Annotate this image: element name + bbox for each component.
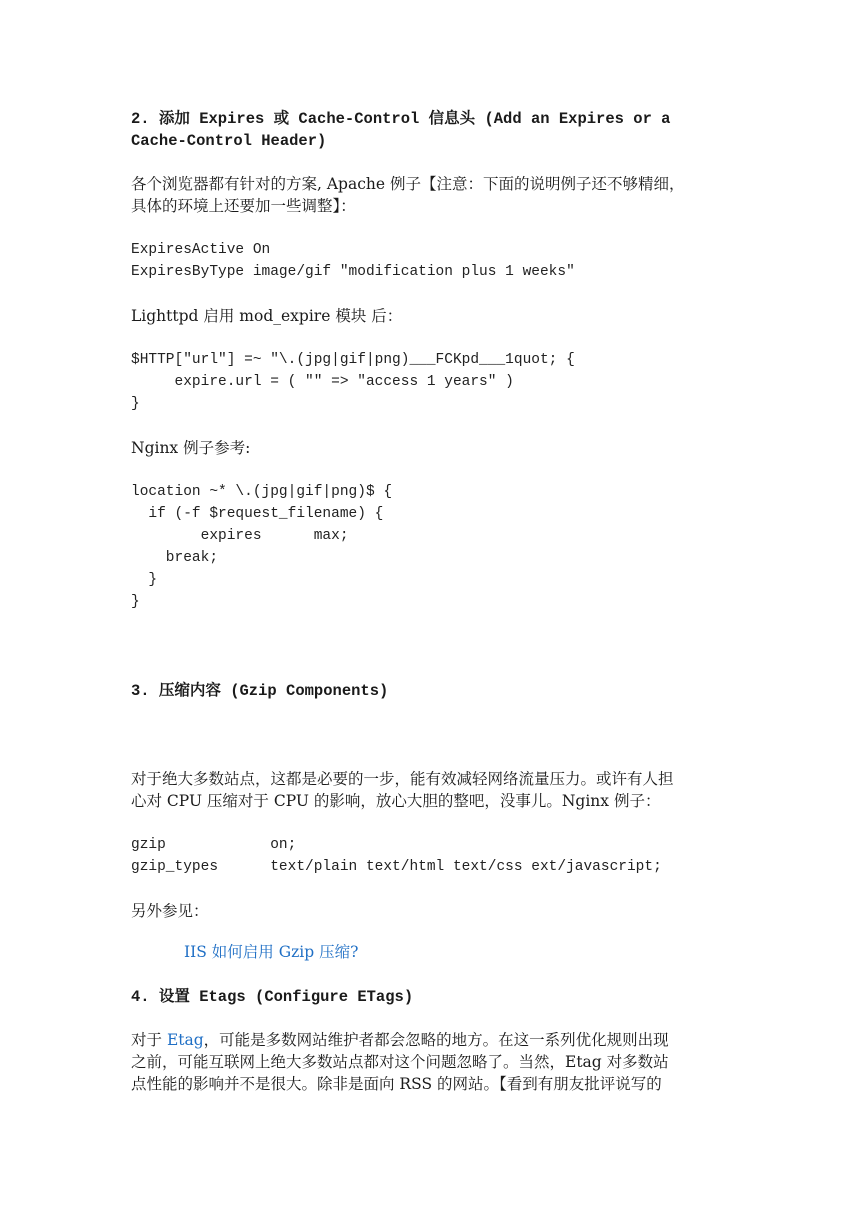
apache-code-line-2: ExpiresByType image/gif "modification plus 1 weeks" <box>131 264 575 280</box>
section-3-heading: 3. 压缩内容 (Gzip Components) <box>131 682 389 700</box>
section-2-intro-line-2: 具体的环境上还要加一些调整】： <box>131 197 356 215</box>
gzip-code-line-2: gzip_types text/plain text/html text/css ext/javascript; <box>131 859 662 875</box>
section-2-intro-line-1: 各个浏览器都有针对的方案, Apache 例子【注意：下面的说明例子还不够精细， <box>131 175 685 193</box>
apache-code-line-1: ExpiresActive On <box>131 242 271 258</box>
see-also-label: 另外参见： <box>131 902 209 920</box>
section-2-heading-line-2: Cache-Control Header) <box>131 132 327 150</box>
section-3-para-line-1: 对于绝大多数站点，这都是必要的一步，能有效减轻网络流量压力。或许有人担 <box>131 770 674 788</box>
nginx-expires-code-block: location ~* \.(jpg|gif|png)$ { if (-f $request_filename) { expires max; break; } } <box>131 484 393 610</box>
iis-gzip-link[interactable]: IIS 如何启用 Gzip 压缩? <box>184 943 359 961</box>
lighttpd-code-block: $HTTP["url"] =~ "\.(jpg|gif|png)___FCKpd___1quot; { expire.url = ( "" => "access 1 years" ) } <box>131 352 575 412</box>
section-2-heading-line-1: 2. 添加 Expires 或 Cache-Control 信息头 (Add an Expires or a <box>131 110 671 128</box>
section-4-heading: 4. 设置 Etags (Configure ETags) <box>131 988 414 1006</box>
section-4-para-line-3: 点性能的影响并不是很大。除非是面向 RSS 的网站。【看到有朋友批评说写的 <box>131 1075 662 1093</box>
gzip-code-line-1: gzip on; <box>131 837 297 853</box>
nginx-label: Nginx 例子参考: <box>131 439 251 457</box>
section-4-para-line-2: 之前，可能互联网上绝大多数站点都对这个问题忽略了。当然，Etag 对多数站 <box>131 1053 669 1071</box>
section-4-para-prefix: 对于 <box>131 1031 167 1049</box>
lighttpd-label: Lighttpd 启用 mod_expire 模块 后： <box>131 307 403 325</box>
section-4-para-rest: ，可能是多数网站维护者都会忽略的地方。在这一系列优化规则出现 <box>203 1031 669 1049</box>
section-3-para-line-2: 心对 CPU 压缩对于 CPU 的影响，放心大胆的整吧，没事儿。Nginx 例子： <box>131 792 661 810</box>
section-4-para-line-1 <box>131 1029 669 1051</box>
etag-link[interactable]: Etag <box>166 1031 204 1049</box>
